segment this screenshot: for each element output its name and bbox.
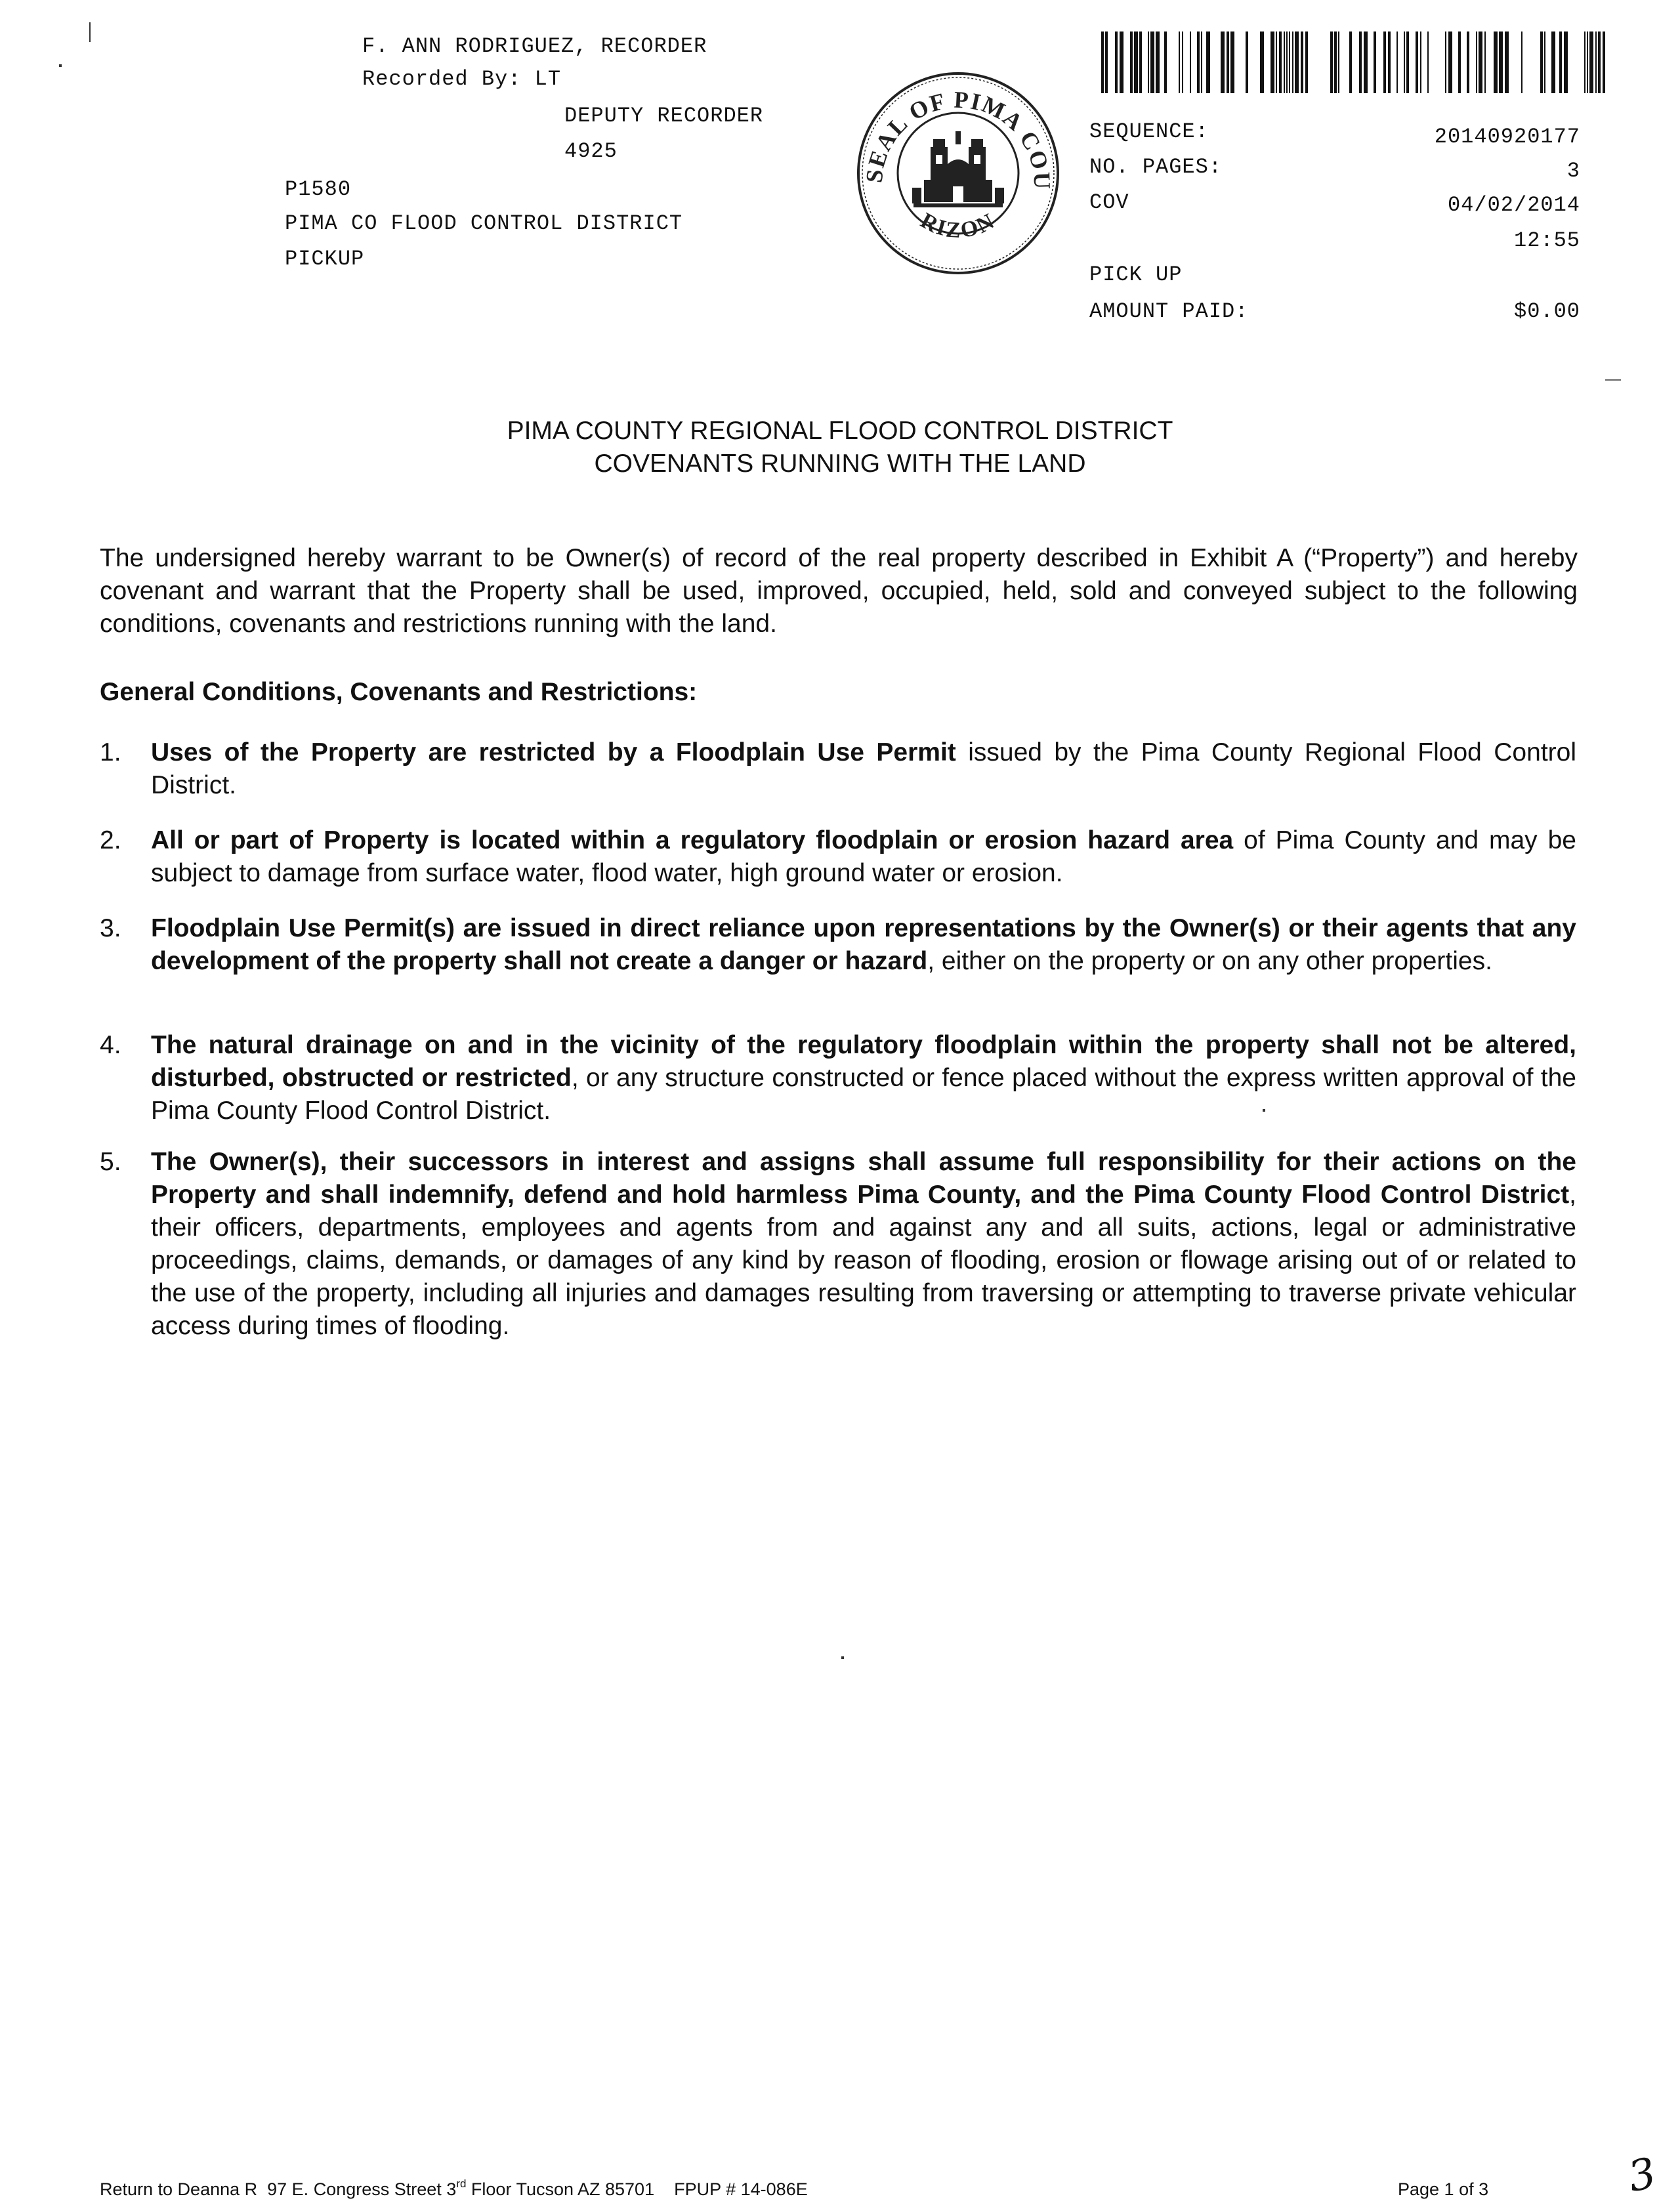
barcode-bar xyxy=(1383,32,1386,93)
list-item-number: 3. xyxy=(100,914,121,942)
barcode-bar xyxy=(1404,32,1405,93)
barcode-bar xyxy=(1349,32,1352,93)
header-recorder: F. ANN RODRIGUEZ, RECORDER xyxy=(362,34,707,58)
barcode-bar xyxy=(1201,32,1202,93)
barcode-bar xyxy=(1416,32,1418,93)
scan-mark xyxy=(89,22,91,42)
barcode-bar xyxy=(1130,32,1133,93)
pages-value: 3 xyxy=(1566,159,1580,183)
barcode-bar xyxy=(1479,32,1482,93)
list-item xyxy=(100,736,1576,808)
barcode-bar xyxy=(1182,32,1183,93)
header-recorded-by: Recorded By: LT xyxy=(362,67,562,91)
record-date: 04/02/2014 xyxy=(1447,193,1580,217)
barcode-bar xyxy=(1505,32,1509,93)
list-item xyxy=(100,1146,1576,1356)
seal-top-text: SEAL OF PIMA COU xyxy=(860,86,1056,191)
barcode-bar xyxy=(1148,32,1149,93)
barcode-bar xyxy=(1445,32,1446,93)
barcode-bar xyxy=(1206,32,1210,93)
barcode-bar xyxy=(1221,32,1225,93)
footer-page-number: Page 1 of 3 xyxy=(1398,2179,1489,2199)
barcode-bar xyxy=(1476,32,1477,93)
record-time: 12:55 xyxy=(1513,228,1580,253)
document-title-line2: COVENANTS RUNNING WITH THE LAND xyxy=(594,450,1086,478)
barcode-bar xyxy=(1301,32,1303,93)
barcode-bar xyxy=(1540,32,1543,93)
document-title-line1: PIMA COUNTY REGIONAL FLOOD CONTROL DISTRICT xyxy=(507,417,1173,445)
list-item xyxy=(100,1029,1576,1134)
list-item xyxy=(100,824,1576,896)
footer-return-prefix: Return to Deanna R 97 E. Congress Street 3 xyxy=(100,2179,457,2199)
barcode-bar xyxy=(1499,32,1503,93)
barcode-bar xyxy=(1305,32,1308,93)
barcode-bar xyxy=(1334,32,1337,93)
barcode-bar xyxy=(1279,32,1282,93)
barcode-bar xyxy=(1289,32,1290,93)
barcode-bar xyxy=(1276,32,1277,93)
list-item-bold: All or part of Property is located within a regulatory floodplain or erosion hazard area xyxy=(151,826,1234,854)
barcode-bar xyxy=(1359,32,1362,93)
barcode-bar xyxy=(1134,32,1138,93)
barcode-bar xyxy=(1227,32,1229,93)
list-item-number: 2. xyxy=(100,826,121,854)
list-item-text xyxy=(151,1029,1576,1127)
barcode-bar xyxy=(1270,32,1274,93)
barcode-bar xyxy=(1292,32,1293,93)
amount-label: AMOUNT PAID: xyxy=(1089,299,1249,324)
barcode-bar xyxy=(1179,32,1180,93)
barcode-bar xyxy=(1521,32,1522,93)
header-district: PIMA CO FLOOD CONTROL DISTRICT xyxy=(285,211,683,236)
list-item-text xyxy=(151,1146,1576,1343)
intro-paragraph: The undersigned hereby warrant to be Owner(s) of record of the real property described in Exhibit A (“Property”) and hereby covenant and warrant that the Property shall be used, improved, occupied, held, sold and conveyed subject to the following conditions, covenants and restrictions running with the land. xyxy=(100,544,1578,638)
barcode-bar xyxy=(1448,32,1452,93)
barcode-bar xyxy=(1156,32,1160,93)
barcode-graphic xyxy=(1091,32,1609,93)
county-seal xyxy=(853,68,1063,278)
scan-mark xyxy=(59,64,62,67)
document-type: COV xyxy=(1089,190,1129,215)
barcode-bar xyxy=(1284,32,1285,93)
list-item-text xyxy=(151,736,1576,802)
amount-value: $0.00 xyxy=(1513,299,1580,324)
barcode-bar xyxy=(1564,32,1568,93)
barcode-bar xyxy=(1139,32,1142,93)
barcode-bar xyxy=(1595,32,1597,93)
barcode-bar xyxy=(1374,32,1376,93)
barcode-bar xyxy=(1295,32,1299,93)
list-item-bold: Floodplain Use Permit(s) are issued in direct reliance upon representations by the Owner(s) or their agents that any development of the property shall not create a danger or hazard xyxy=(151,914,1576,975)
barcode-bar xyxy=(1544,32,1545,93)
barcode-bar xyxy=(1388,32,1391,93)
barcode-bar xyxy=(1484,32,1486,93)
scan-dot xyxy=(1263,1109,1265,1112)
pick-up-label: PICK UP xyxy=(1089,262,1183,287)
section-heading: General Conditions, Covenants and Restrictions: xyxy=(100,678,698,706)
document-title xyxy=(0,415,1680,480)
barcode-bar xyxy=(1551,32,1555,93)
barcode-bar xyxy=(1584,32,1586,93)
list-item-rest: of Pima County and may be subject to damage from surface water, flood water, high ground water or erosion. xyxy=(151,826,1576,887)
barcode-bar xyxy=(1364,32,1368,93)
handwritten-page-mark: 3 xyxy=(1624,2149,1660,2202)
barcode-bar xyxy=(1494,32,1498,93)
barcode-bar xyxy=(1396,32,1398,93)
barcode-bar xyxy=(1105,32,1108,93)
list-item-rest: , either on the property or on any other properties. xyxy=(927,947,1492,975)
sequence-value: 20140920177 xyxy=(1434,125,1580,149)
list-item-number: 4. xyxy=(100,1031,121,1059)
barcode-bar xyxy=(1190,32,1191,93)
barcode-bar xyxy=(1458,32,1461,93)
list-item-rest: , their officers, departments, employees and agents from and against any and all suits, actions, legal or administrative proceedings, claims, demands, or damages of any kind by reason of flooding, erosion or flowage arising out of or related to the use of the property, including all injuries and damages resulting from traversing or attempting to traverse private vehicular access during times of flooding. xyxy=(151,1181,1576,1340)
seal-bottom-text: RIZON xyxy=(916,208,1000,243)
barcode-bar xyxy=(1420,32,1421,93)
pages-label: NO. PAGES: xyxy=(1089,155,1223,179)
list-item-number: 5. xyxy=(100,1148,121,1176)
barcode-bar xyxy=(1338,32,1339,93)
barcode-bar xyxy=(1603,32,1605,93)
list-item xyxy=(100,912,1576,1017)
barcode-bar xyxy=(1115,32,1118,93)
list-item-bold: The natural drainage on and in the vicinity of the regulatory floodplain within the property shall not be altered, disturbed, obstructed or restricted xyxy=(151,1031,1576,1092)
list-item-bold: Uses of the Property are restricted by a Floodplain Use Permit xyxy=(151,738,956,766)
scan-mark xyxy=(1605,379,1621,381)
barcode-bar xyxy=(1230,32,1234,93)
barcode-bar xyxy=(1120,32,1124,93)
header-code: P1580 xyxy=(285,177,352,201)
header-deputy: DEPUTY RECORDER xyxy=(564,104,764,128)
barcode-bar xyxy=(1406,32,1409,93)
barcode xyxy=(1091,32,1609,93)
sequence-label: SEQUENCE: xyxy=(1089,119,1209,144)
list-item-text xyxy=(151,912,1576,978)
barcode-bar xyxy=(1598,32,1601,93)
list-item-rest: , or any structure constructed or fence placed without the express written approval of the Pima County Flood Control District. xyxy=(151,1064,1576,1125)
scan-dot xyxy=(841,1656,844,1659)
barcode-bar xyxy=(1587,32,1588,93)
header-deputy-number: 4925 xyxy=(564,139,618,163)
list-item-number: 1. xyxy=(100,738,121,766)
county-seal-graphic xyxy=(853,68,1063,278)
barcode-bar xyxy=(1286,32,1288,93)
list-item-rest: issued by the Pima County Regional Flood Control District. xyxy=(151,738,1576,799)
header-pickup: PICKUP xyxy=(285,247,365,271)
barcode-bar xyxy=(1260,32,1264,93)
footer-return-sup: rd xyxy=(456,2177,467,2190)
barcode-bar xyxy=(1164,32,1167,93)
barcode-bar xyxy=(1467,32,1469,93)
barcode-bar xyxy=(1150,32,1154,93)
list-item-text xyxy=(151,824,1576,890)
barcode-bar xyxy=(1246,32,1248,93)
list-item-bold: The Owner(s), their successors in interest and assigns shall assume full responsibility for their actions on the Property and shall indemnify, defend and hold harmless Pima County, and the Pima County Flood Control District xyxy=(151,1148,1576,1209)
barcode-bar xyxy=(1427,32,1429,93)
footer-return-suffix: Floor Tucson AZ 85701 FPUP # 14-086E xyxy=(466,2179,808,2199)
barcode-bar xyxy=(1197,32,1200,93)
barcode-bar xyxy=(1101,32,1104,93)
footer-return-address xyxy=(100,2177,808,2201)
barcode-bar xyxy=(1559,32,1562,93)
barcode-bar xyxy=(1589,32,1593,93)
barcode-bar xyxy=(1330,32,1333,93)
